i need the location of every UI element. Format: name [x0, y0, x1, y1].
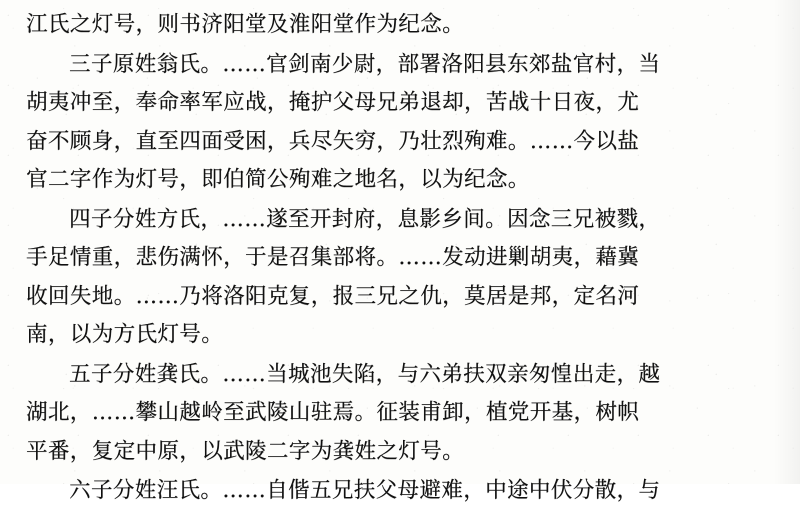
paragraph	[26, 472, 774, 511]
text-line: 平番，复定中原，以武陵二字为龚姓之灯号。	[26, 438, 465, 464]
text-line: 五子分姓龚氏。……当城池失陷，与六弟扶双亲匆惶出走，越	[69, 361, 661, 387]
page-text-body	[26, 6, 774, 511]
paragraph	[26, 46, 774, 200]
text-line: 四子分姓方氏，……遂至开封府，息影乡间。因念三兄被戮，	[69, 206, 661, 232]
paragraph	[26, 6, 774, 45]
page-edge-shading	[774, 0, 800, 484]
text-line: 胡夷冲至，奉命率军应战，掩护父母兄弟退却，苦战十日夜，尤	[26, 90, 640, 115]
paragraph	[26, 201, 774, 355]
text-line: 奋不顾身，直至四面受困，兵尽矢穷，乃壮烈殉难。……今以盐	[26, 128, 640, 154]
text-line: 江氏之灯号，则书济阳堂及淮阳堂作为纪念。	[26, 12, 465, 37]
text-line: 官二字作为灯号，即伯简公殉难之地名，以为纪念。	[26, 167, 530, 192]
paragraph	[26, 356, 774, 472]
text-line: 三子原姓翁氏。……官剑南少尉，部署洛阳县东郊盐官村，当	[69, 51, 661, 77]
text-line: 收回失地。……乃将洛阳克复，报三兄之仇，莫居是邦，定名河	[26, 283, 640, 309]
text-line: 南，以为方氏灯号。	[26, 322, 224, 347]
text-line: 湖北，……攀山越岭至武陵山驻焉。征装甫卸，植党开基，树帜	[26, 400, 640, 425]
text-line: 六子分姓汪氏。……自偕五兄扶父母避难，中途中伏分散，与	[69, 478, 661, 503]
text-line: 手足情重，悲伤满怀，于是召集部将。……发动进剿胡夷，藉冀	[26, 245, 640, 270]
